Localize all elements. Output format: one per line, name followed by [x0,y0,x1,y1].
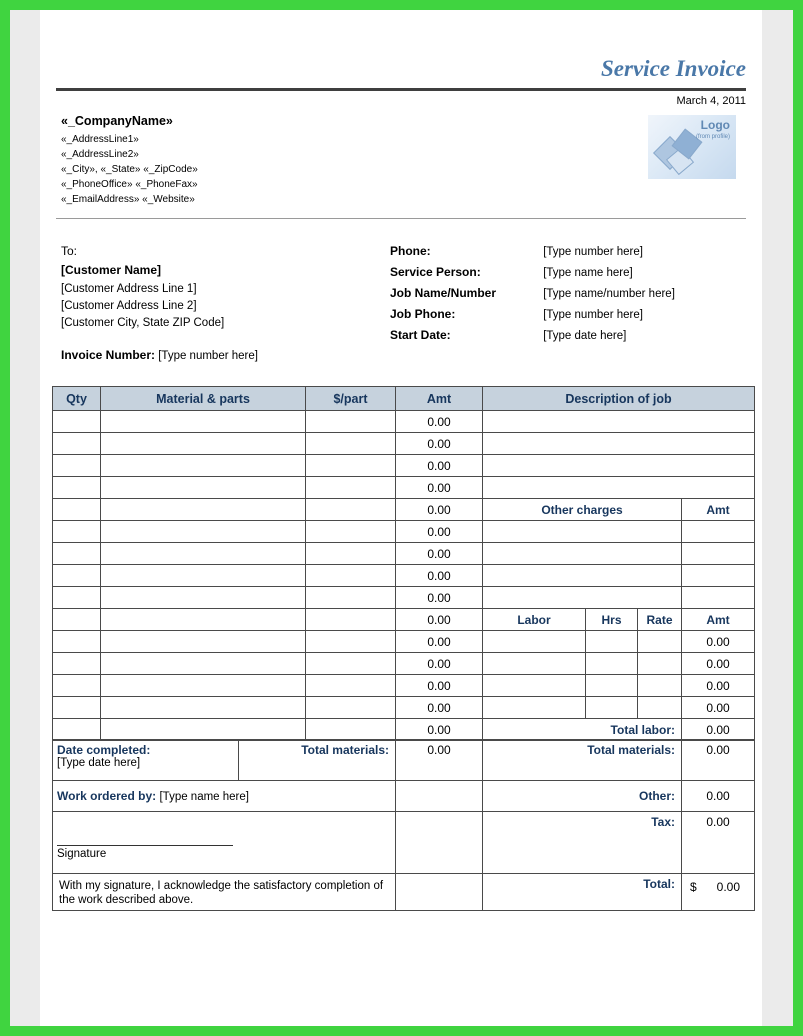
material-cell[interactable] [101,543,306,565]
perpart-cell[interactable] [306,411,396,433]
qty-cell[interactable] [53,521,101,543]
qty-cell[interactable] [53,499,101,521]
labor-cell[interactable] [483,653,586,675]
qty-cell[interactable] [53,719,101,741]
hrs-header: Hrs [586,609,638,631]
rate-header: Rate [638,609,682,631]
table-row [53,543,755,565]
qty-cell[interactable] [53,675,101,697]
perpart-cell[interactable] [306,521,396,543]
company-email-line: «_EmailAddress» «_Website» [61,194,195,205]
qty-cell[interactable] [53,587,101,609]
amt-cell: 0.00 [396,455,483,477]
qty-cell[interactable] [53,433,101,455]
material-cell[interactable] [101,499,306,521]
qty-cell[interactable] [53,653,101,675]
company-address2: «_AddressLine2» [61,149,139,160]
amt-cell: 0.00 [396,499,483,521]
totals-row-total [53,874,755,911]
other-charge-amt-cell[interactable] [682,587,755,609]
document-title: Service Invoice [601,56,746,81]
work-ordered-label: Work ordered by: [57,789,157,803]
table-row [53,653,755,675]
acknowledgment-cell [53,874,396,911]
currency-symbol: $ [690,880,697,894]
customer-city[interactable]: [Customer City, State ZIP Code] [61,317,225,329]
perpart-cell[interactable] [306,675,396,697]
signature-line [57,845,233,846]
spacer-cell [396,812,483,874]
qty-cell[interactable] [53,455,101,477]
table-row [53,565,755,587]
labor-amt-cell: 0.00 [682,675,755,697]
grand-total-label: Total: [483,874,682,911]
tax-label: Tax: [483,812,682,874]
table-row [53,697,755,719]
table-row [53,433,755,455]
material-cell[interactable] [101,719,306,741]
start-date-row [390,328,675,349]
amt-header: Amt [396,387,483,411]
totals-table [52,739,755,911]
perpart-cell[interactable] [306,653,396,675]
amt-cell: 0.00 [396,433,483,455]
invoice-number-label: Invoice Number: [61,348,156,362]
amt-cell: 0.00 [396,543,483,565]
other-charge-desc-cell[interactable] [483,521,682,543]
table-row [53,609,755,631]
job-name-field[interactable]: [Type name/number here] [543,288,675,300]
amt-cell: 0.00 [396,653,483,675]
rate-cell[interactable] [638,697,682,719]
material-cell[interactable] [101,631,306,653]
service-person-field[interactable]: [Type name here] [543,267,633,279]
job-phone-row2 [390,307,675,328]
material-cell[interactable] [101,411,306,433]
items-header-row [53,387,755,411]
other-charge-desc-cell[interactable] [483,565,682,587]
company-block [61,114,198,207]
total-materials-label-left: Total materials: [239,740,396,781]
perpart-cell[interactable] [306,565,396,587]
other-charge-amt-cell[interactable] [682,543,755,565]
table-row [53,499,755,521]
invoice-page [40,10,762,1026]
labor-cell[interactable] [483,631,586,653]
company-logo [648,115,736,179]
company-name: «_CompanyName» [61,114,173,128]
total-labor-label: Total labor: [483,719,682,741]
perpart-cell[interactable] [306,697,396,719]
signature-cell[interactable] [53,812,396,874]
header-divider [56,218,746,219]
other-charge-desc-cell[interactable] [483,543,682,565]
table-row [53,411,755,433]
total-materials-value-left: 0.00 [396,740,483,781]
perpart-cell[interactable] [306,719,396,741]
to-label: To: [61,244,78,258]
qty-cell[interactable] [53,631,101,653]
other-label: Other: [483,781,682,812]
logo-subtext: (from profile) [695,134,730,140]
other-charge-amt-cell[interactable] [682,565,755,587]
perpart-cell[interactable] [306,543,396,565]
start-date-label: Start Date: [390,328,451,342]
perpart-header: $/part [306,387,396,411]
perpart-cell[interactable] [306,609,396,631]
work-ordered-field[interactable]: [Type name here] [159,791,249,803]
qty-cell[interactable] [53,609,101,631]
amt-cell: 0.00 [396,411,483,433]
material-cell[interactable] [101,433,306,455]
perpart-cell[interactable] [306,631,396,653]
tax-value: 0.00 [682,812,755,874]
amt-cell: 0.00 [396,521,483,543]
hrs-cell[interactable] [586,675,638,697]
title-rule [56,88,746,91]
totals-row-tax [53,812,755,874]
total-labor-value: 0.00 [682,719,755,741]
labor-amt-cell: 0.00 [682,697,755,719]
labor-amt-cell: 0.00 [682,631,755,653]
material-cell[interactable] [101,697,306,719]
acknowledgment-text: With my signature, I acknowledge the satisfactory completion of the work described above. [59,880,384,907]
material-cell[interactable] [101,587,306,609]
labor-amt-header: Amt [682,609,755,631]
total-materials-value-right: 0.00 [682,740,755,781]
labor-cell[interactable] [483,697,586,719]
job-info-block [390,244,675,349]
job-phone-row [390,244,675,265]
material-cell[interactable] [101,609,306,631]
phone-label: Phone: [390,244,431,258]
table-row [53,675,755,697]
grand-total-value: 0.00 [716,880,740,894]
hrs-cell[interactable] [586,631,638,653]
table-row [53,587,755,609]
signature-label: Signature [57,848,107,860]
spacer-cell [396,781,483,812]
table-row [53,719,755,741]
items-table [52,386,755,741]
job-name-row [390,286,675,307]
amt-cell: 0.00 [396,697,483,719]
amt-cell: 0.00 [396,609,483,631]
invoice-number-field[interactable]: [Type number here] [158,350,258,362]
invoice-number-line [61,348,258,362]
service-person-row [390,265,675,286]
company-city-line: «_City», «_State» «_ZipCode» [61,164,198,175]
table-row [53,631,755,653]
rate-cell[interactable] [638,675,682,697]
description-cell[interactable] [483,411,755,433]
rate-cell[interactable] [638,631,682,653]
material-header: Material & parts [101,387,306,411]
date-completed-cell [53,740,239,781]
page-background [10,10,793,1026]
description-cell[interactable] [483,433,755,455]
material-cell[interactable] [101,653,306,675]
amt-cell: 0.00 [396,477,483,499]
qty-header: Qty [53,387,101,411]
perpart-cell[interactable] [306,455,396,477]
description-cell[interactable] [483,477,755,499]
customer-address2[interactable]: [Customer Address Line 2] [61,300,197,312]
labor-cell[interactable] [483,675,586,697]
other-charge-desc-cell[interactable] [483,587,682,609]
description-header: Description of job [483,387,755,411]
material-cell[interactable] [101,675,306,697]
amt-cell: 0.00 [396,719,483,741]
material-cell[interactable] [101,477,306,499]
other-value: 0.00 [682,781,755,812]
qty-cell[interactable] [53,411,101,433]
spacer-cell [396,874,483,911]
labor-header: Labor [483,609,586,631]
logo-label: Logo [700,118,730,132]
labor-amt-cell: 0.00 [682,653,755,675]
other-amt-header: Amt [682,499,755,521]
qty-cell[interactable] [53,477,101,499]
material-cell[interactable] [101,565,306,587]
company-address1: «_AddressLine1» [61,134,139,145]
job-phone-field[interactable]: [Type number here] [543,309,643,321]
document-date: March 4, 2011 [676,95,746,107]
company-phone-line: «_PhoneOffice» «_PhoneFax» [61,179,198,190]
job-phone-label: Job Phone: [390,307,456,321]
amt-cell: 0.00 [396,587,483,609]
grand-total-cell [682,874,755,911]
description-cell[interactable] [483,455,755,477]
amt-cell: 0.00 [396,631,483,653]
amt-cell: 0.00 [396,675,483,697]
hrs-cell[interactable] [586,653,638,675]
job-name-label: Job Name/Number [390,286,497,300]
perpart-cell[interactable] [306,477,396,499]
material-cell[interactable] [101,455,306,477]
service-person-label: Service Person: [390,265,481,279]
hrs-cell[interactable] [586,697,638,719]
customer-address-block [61,281,224,332]
customer-address1[interactable]: [Customer Address Line 1] [61,283,197,295]
phone-field[interactable]: [Type number here] [543,246,643,258]
totals-row-materials [53,740,755,781]
start-date-field[interactable]: [Type date here] [543,330,627,342]
rate-cell[interactable] [638,653,682,675]
qty-cell[interactable] [53,697,101,719]
material-cell[interactable] [101,521,306,543]
other-charge-amt-cell[interactable] [682,521,755,543]
work-ordered-cell [53,781,396,812]
qty-cell[interactable] [53,565,101,587]
table-row [53,455,755,477]
date-completed-label: Date completed: [57,743,151,757]
perpart-cell[interactable] [306,587,396,609]
amt-cell: 0.00 [396,565,483,587]
total-materials-label-right: Total materials: [483,740,682,781]
table-row [53,477,755,499]
totals-row-other [53,781,755,812]
perpart-cell[interactable] [306,499,396,521]
customer-name[interactable]: [Customer Name] [61,263,162,277]
date-completed-field[interactable]: [Type date here] [57,757,141,769]
qty-cell[interactable] [53,543,101,565]
table-row [53,521,755,543]
other-charges-header: Other charges [483,499,682,521]
perpart-cell[interactable] [306,433,396,455]
